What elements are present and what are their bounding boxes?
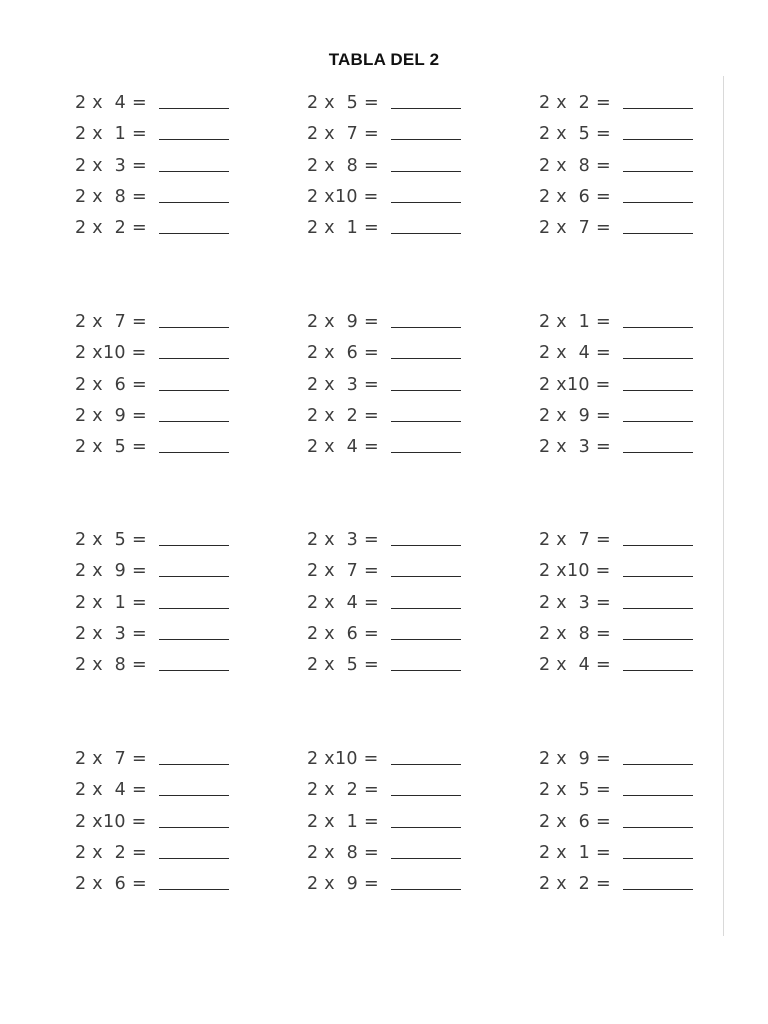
multiplication-expression: 2 x 8 = [307,842,379,863]
multiplication-row [75,583,245,614]
multiplication-expression: 2 x10 = [307,749,379,770]
multiplication-row [539,802,709,833]
multiplication-row [539,115,709,146]
exercise-column [539,84,709,240]
multiplication-row [307,209,477,240]
multiplication-row [307,552,477,583]
answer-blank[interactable] [159,858,229,859]
exercise-column [75,740,245,896]
multiplication-expression: 2 x 1 = [307,217,379,238]
multiplication-row [307,115,477,146]
multiplication-expression: 2 x 3 = [307,530,379,551]
answer-blank[interactable] [623,795,693,796]
multiplication-row [539,365,709,396]
multiplication-row [307,428,477,459]
answer-blank[interactable] [391,233,461,234]
multiplication-expression: 2 x 2 = [539,93,611,114]
multiplication-expression: 2 x 2 = [539,873,611,894]
multiplication-expression: 2 x 9 = [539,405,611,426]
multiplication-row [75,334,245,365]
answer-blank[interactable] [391,171,461,172]
multiplication-expression: 2 x 5 = [75,436,147,457]
exercise-column [307,521,477,677]
multiplication-expression: 2 x 4 = [307,592,379,613]
multiplication-expression: 2 x 7 = [307,124,379,145]
answer-blank[interactable] [159,639,229,640]
multiplication-expression: 2 x 2 = [75,842,147,863]
multiplication-expression: 2 x10 = [539,374,611,395]
multiplication-expression: 2 x 6 = [75,374,147,395]
multiplication-row [539,771,709,802]
answer-blank[interactable] [391,327,461,328]
answer-blank[interactable] [391,889,461,890]
multiplication-expression: 2 x 8 = [75,654,147,675]
answer-blank[interactable] [391,545,461,546]
answer-blank[interactable] [159,390,229,391]
multiplication-row [75,397,245,428]
multiplication-row [307,397,477,428]
answer-blank[interactable] [623,608,693,609]
exercise-block [0,84,768,244]
multiplication-expression: 2 x 3 = [307,374,379,395]
answer-blank[interactable] [391,108,461,109]
multiplication-expression: 2 x10 = [307,186,379,207]
answer-blank[interactable] [623,452,693,453]
multiplication-row [539,646,709,677]
multiplication-row [307,521,477,552]
multiplication-expression: 2 x 5 = [539,124,611,145]
multiplication-expression: 2 x 8 = [539,155,611,176]
answer-blank[interactable] [391,608,461,609]
multiplication-row [307,84,477,115]
multiplication-row [539,865,709,896]
multiplication-expression: 2 x 5 = [307,93,379,114]
answer-blank[interactable] [159,452,229,453]
multiplication-expression: 2 x 5 = [307,654,379,675]
answer-blank[interactable] [623,421,693,422]
exercise-column [75,521,245,677]
multiplication-row [307,365,477,396]
multiplication-row [307,646,477,677]
exercise-column [539,521,709,677]
multiplication-row [75,521,245,552]
answer-blank[interactable] [391,858,461,859]
answer-blank[interactable] [391,827,461,828]
answer-blank[interactable] [391,452,461,453]
exercise-column [75,303,245,459]
multiplication-expression: 2 x 4 = [307,436,379,457]
answer-blank[interactable] [623,139,693,140]
answer-blank[interactable] [623,764,693,765]
multiplication-row [75,303,245,334]
exercise-column [307,84,477,240]
multiplication-row [539,178,709,209]
multiplication-expression: 2 x 5 = [75,530,147,551]
multiplication-row [75,428,245,459]
multiplication-row [75,646,245,677]
multiplication-expression: 2 x 3 = [539,592,611,613]
multiplication-row [307,771,477,802]
multiplication-row [307,303,477,334]
exercise-block [0,740,768,900]
answer-blank[interactable] [391,795,461,796]
multiplication-row [75,365,245,396]
answer-blank[interactable] [159,889,229,890]
multiplication-row [539,209,709,240]
multiplication-expression: 2 x 7 = [539,217,611,238]
answer-blank[interactable] [159,233,229,234]
answer-blank[interactable] [623,108,693,109]
multiplication-expression: 2 x 1 = [539,312,611,333]
answer-blank[interactable] [159,358,229,359]
answer-blank[interactable] [623,639,693,640]
multiplication-row [307,802,477,833]
answer-blank[interactable] [623,670,693,671]
multiplication-row [75,146,245,177]
answer-blank[interactable] [391,764,461,765]
multiplication-expression: 2 x 1 = [307,811,379,832]
multiplication-expression: 2 x 8 = [75,186,147,207]
answer-blank[interactable] [391,576,461,577]
multiplication-row [75,115,245,146]
multiplication-expression: 2 x 9 = [307,873,379,894]
multiplication-row [539,84,709,115]
multiplication-expression: 2 x 6 = [75,873,147,894]
answer-blank[interactable] [623,576,693,577]
exercise-column [539,303,709,459]
answer-blank[interactable] [159,327,229,328]
multiplication-row [75,865,245,896]
answer-blank[interactable] [391,139,461,140]
answer-blank[interactable] [623,202,693,203]
multiplication-row [75,84,245,115]
multiplication-expression: 2 x 7 = [307,561,379,582]
multiplication-expression: 2 x 6 = [539,186,611,207]
multiplication-expression: 2 x 4 = [539,654,611,675]
multiplication-row [75,209,245,240]
multiplication-expression: 2 x 1 = [75,124,147,145]
exercise-block [0,303,768,463]
answer-blank[interactable] [391,358,461,359]
answer-blank[interactable] [391,390,461,391]
answer-blank[interactable] [623,233,693,234]
multiplication-expression: 2 x 8 = [307,155,379,176]
multiplication-row [75,771,245,802]
answer-blank[interactable] [159,545,229,546]
exercise-block [0,521,768,681]
multiplication-expression: 2 x 6 = [307,343,379,364]
exercise-column [307,303,477,459]
answer-blank[interactable] [159,608,229,609]
answer-blank[interactable] [159,576,229,577]
multiplication-expression: 2 x 3 = [75,623,147,644]
multiplication-row [539,552,709,583]
answer-blank[interactable] [159,108,229,109]
multiplication-expression: 2 x 4 = [75,93,147,114]
answer-blank[interactable] [623,889,693,890]
multiplication-expression: 2 x 9 = [307,312,379,333]
multiplication-row [539,146,709,177]
multiplication-row [75,740,245,771]
answer-blank[interactable] [159,795,229,796]
multiplication-row [307,740,477,771]
multiplication-expression: 2 x10 = [75,811,147,832]
multiplication-row [539,303,709,334]
answer-blank[interactable] [623,827,693,828]
answer-blank[interactable] [159,171,229,172]
answer-blank[interactable] [623,545,693,546]
multiplication-row [307,834,477,865]
multiplication-row [539,834,709,865]
multiplication-row [307,615,477,646]
multiplication-expression: 2 x10 = [539,561,611,582]
multiplication-expression: 2 x 4 = [539,343,611,364]
multiplication-row [539,615,709,646]
answer-blank[interactable] [623,858,693,859]
multiplication-row [307,178,477,209]
worksheet-title: TABLA DEL 2 [328,50,440,69]
multiplication-expression: 2 x 7 = [75,749,147,770]
multiplication-row [75,834,245,865]
multiplication-expression: 2 x10 = [75,343,147,364]
multiplication-row [307,583,477,614]
answer-blank[interactable] [623,171,693,172]
answer-blank[interactable] [391,421,461,422]
multiplication-expression: 2 x 6 = [307,623,379,644]
multiplication-expression: 2 x 9 = [539,749,611,770]
multiplication-expression: 2 x 7 = [75,312,147,333]
multiplication-row [539,397,709,428]
answer-blank[interactable] [391,670,461,671]
multiplication-row [307,146,477,177]
answer-blank[interactable] [623,390,693,391]
multiplication-expression: 2 x 2 = [75,217,147,238]
exercise-column [307,740,477,896]
multiplication-expression: 2 x 2 = [307,780,379,801]
multiplication-expression: 2 x 6 = [539,811,611,832]
answer-blank[interactable] [159,202,229,203]
multiplication-row [539,740,709,771]
multiplication-expression: 2 x 4 = [75,780,147,801]
multiplication-row [539,583,709,614]
answer-blank[interactable] [159,670,229,671]
multiplication-expression: 2 x 7 = [539,530,611,551]
multiplication-expression: 2 x 1 = [75,592,147,613]
exercise-column [75,84,245,240]
multiplication-row [75,615,245,646]
multiplication-row [75,802,245,833]
multiplication-expression: 2 x 5 = [539,780,611,801]
multiplication-row [307,334,477,365]
answer-blank[interactable] [623,358,693,359]
multiplication-row [539,334,709,365]
multiplication-row [539,521,709,552]
answer-blank[interactable] [159,421,229,422]
multiplication-row [75,552,245,583]
multiplication-expression: 2 x 1 = [539,842,611,863]
answer-blank[interactable] [159,764,229,765]
multiplication-row [75,178,245,209]
multiplication-expression: 2 x 3 = [539,436,611,457]
answer-blank[interactable] [391,202,461,203]
multiplication-row [307,865,477,896]
answer-blank[interactable] [623,327,693,328]
answer-blank[interactable] [159,139,229,140]
answer-blank[interactable] [391,639,461,640]
multiplication-expression: 2 x 9 = [75,561,147,582]
multiplication-expression: 2 x 9 = [75,405,147,426]
multiplication-expression: 2 x 2 = [307,405,379,426]
exercise-column [539,740,709,896]
answer-blank[interactable] [159,827,229,828]
multiplication-expression: 2 x 3 = [75,155,147,176]
multiplication-expression: 2 x 8 = [539,623,611,644]
multiplication-row [539,428,709,459]
